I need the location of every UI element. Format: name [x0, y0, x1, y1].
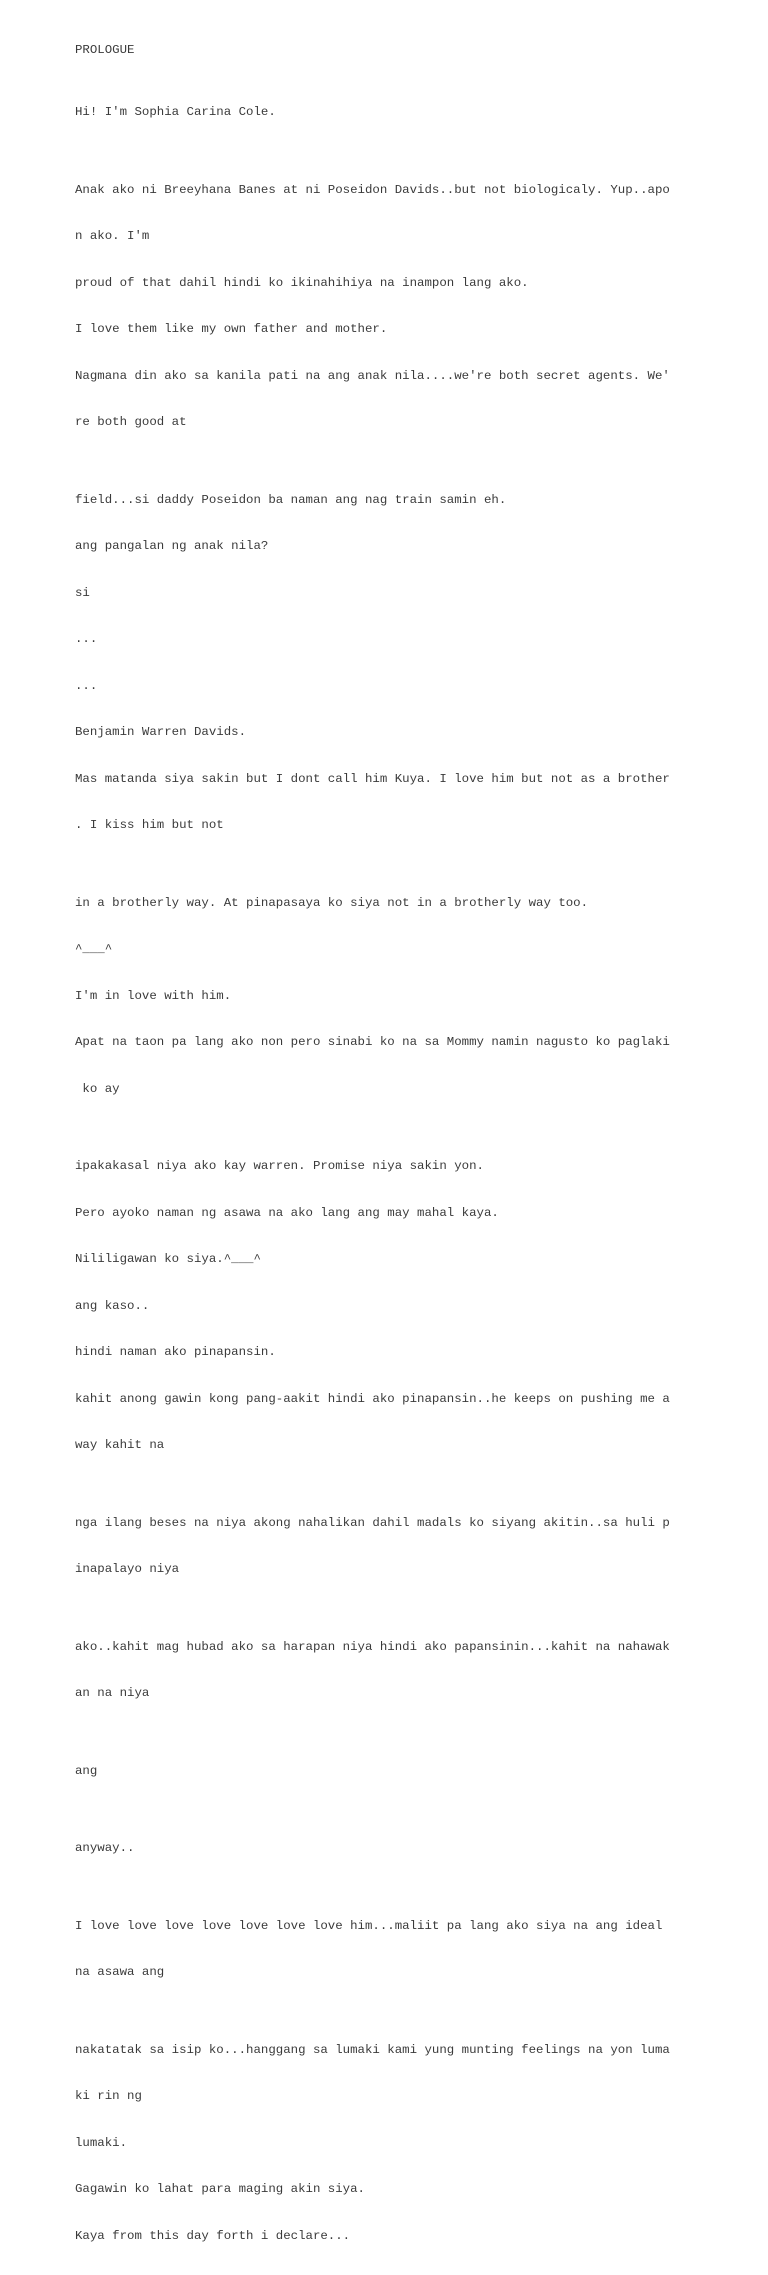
- text-line: Apat na taon pa lang ako non pero sinabi ko na sa Mommy namin nagusto ko paglaki: [75, 1035, 670, 1049]
- text-line: si: [75, 585, 90, 600]
- document-body: [75, 12, 695, 2275]
- text-line: ipakakasal niya ako kay warren. Promise niya sakin yon.: [75, 1159, 484, 1173]
- text-line: lumaki.: [75, 2135, 128, 2150]
- text-line: na asawa ang: [75, 1965, 165, 1979]
- text-line: Anak ako ni Breeyhana Banes at ni Poseidon Davids..but not biologicaly. Yup..apo: [75, 182, 670, 197]
- text-line: hindi naman ako pinapansin.: [75, 1345, 276, 1359]
- text-line: nga ilang beses na niya akong nahalikan dahil madals ko siyang akitin..sa huli p: [75, 1515, 670, 1530]
- text-line: proud of that dahil hindi ko ikinahihiya na inampon lang ako.: [75, 275, 529, 290]
- text-line: anyway..: [75, 1841, 135, 1855]
- text-line: ang kaso..: [75, 1298, 150, 1313]
- text-line: Benjamin Warren Davids.: [75, 725, 247, 739]
- text-line: kahit anong gawin kong pang-aakit hindi ako pinapansin..he keeps on pushing me a: [75, 1391, 670, 1406]
- text-line: re both good at: [75, 415, 187, 429]
- text-line: Pero ayoko naman ng asawa na ako lang ang may mahal kaya.: [75, 1205, 499, 1220]
- text-line: ki rin ng: [75, 2089, 142, 2103]
- text-line: ...: [75, 632, 98, 646]
- text-line: field...si daddy Poseidon ba naman ang nag train samin eh.: [75, 492, 507, 507]
- greeting-line: Hi! I'm Sophia Carina Cole.: [75, 105, 276, 119]
- text-line: an na niya: [75, 1686, 150, 1700]
- text-line: way kahit na: [75, 1438, 165, 1452]
- text-line: n ako. I'm: [75, 229, 150, 243]
- text-line: ako..kahit mag hubad ako sa harapan niya hindi ako papansinin...kahit na nahawak: [75, 1639, 670, 1654]
- text-line: I'm in love with him.: [75, 988, 232, 1003]
- text-line: ...: [75, 678, 98, 693]
- text-line: nakatatak sa isip ko...hanggang sa lumaki kami yung munting feelings na yon luma: [75, 2042, 670, 2057]
- text-line: Gagawin ko lahat para maging akin siya.: [75, 2182, 365, 2196]
- text-line: in a brotherly way. At pinapasaya ko siya not in a brotherly way too.: [75, 895, 589, 910]
- text-line: inapalayo niya: [75, 1562, 180, 1576]
- text-line: Mas matanda siya sakin but I dont call him Kuya. I love him but not as a brother: [75, 771, 670, 786]
- text-line: ang pangalan ng anak nila?: [75, 539, 269, 553]
- text-line: I love love love love love love love him...maliit pa lang ako siya na ang ideal: [75, 1918, 663, 1933]
- text-line: ko ay: [75, 1081, 120, 1096]
- text-line: ang: [75, 1763, 98, 1778]
- text-line: Nagmana din ako sa kanila pati na ang anak nila....we're both secret agents. We': [75, 368, 670, 383]
- text-line: Kaya from this day forth i declare...: [75, 2228, 351, 2243]
- text-line: . I kiss him but not: [75, 818, 224, 832]
- text-line: Nililigawan ko siya.^___^: [75, 1252, 261, 1266]
- chapter-heading: PROLOGUE: [75, 43, 135, 57]
- text-line: ^___^: [75, 942, 113, 956]
- text-line: I love them like my own father and mother.: [75, 322, 388, 336]
